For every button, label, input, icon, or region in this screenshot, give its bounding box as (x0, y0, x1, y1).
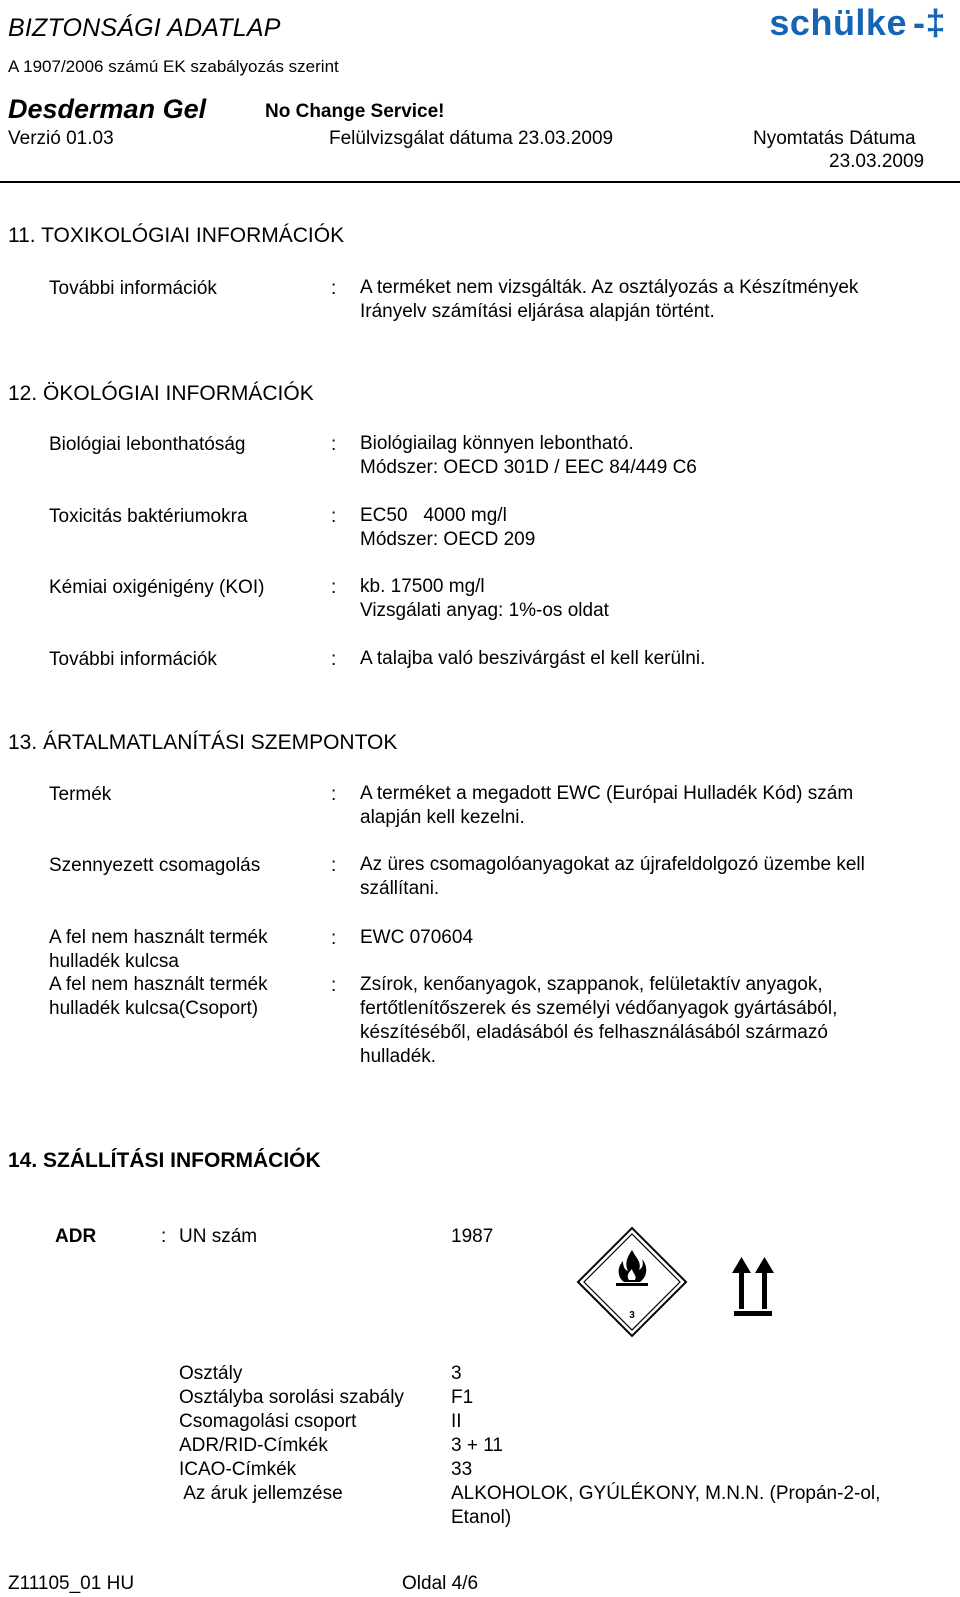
value-line: fertőtlenítőszerek és személyi védőanyagok gyártásából, (360, 998, 838, 1019)
goods-description-value: ALKOHOLOK, GYÚLÉKONY, M.N.N. (Propán-2-ol, (451, 1483, 881, 1504)
s11-value (360, 276, 858, 324)
value-line: Az üres csomagolóanyagokat az újrafeldolgozó üzembe kell (360, 854, 865, 875)
packing-group-value: II (451, 1411, 462, 1432)
section-14-title: 14. SZÁLLÍTÁSI INFORMÁCIÓK (8, 1149, 321, 1172)
regulation-reference: A 1907/2006 számú EK szabályozás szerint (8, 57, 339, 76)
product-name: Desderman Gel (8, 94, 207, 124)
value-line: Módszer: OECD 209 (360, 529, 536, 550)
header-divider (0, 181, 960, 183)
goods-description-value-line2: Etanol) (451, 1507, 512, 1528)
s13-product-label: Termék (49, 784, 112, 805)
colon: : (331, 784, 337, 805)
s12-biodegradability-label: Biológiai lebonthatóság (49, 434, 246, 455)
value-line: készítéséből, eladásából és felhasználásából származó (360, 1022, 828, 1043)
label-line: A fel nem használt termék (49, 927, 268, 948)
colon: : (161, 1226, 167, 1247)
icao-labels-label: ICAO-Címkék (179, 1459, 297, 1480)
page-number: Oldal 4/6 (402, 1573, 479, 1594)
document-title: BIZTONSÁGI ADATLAP (8, 14, 281, 42)
value-line: Zsírok, kenőanyagok, szappanok, felületaktív anyagok, (360, 974, 823, 995)
colon: : (331, 975, 337, 996)
value-line: kb. 17500 mg/l (360, 576, 485, 597)
s13-waste-code-label (49, 926, 268, 974)
logo-mark-icon: -‡ (912, 2, 946, 43)
value-line: A terméket nem vizsgálták. Az osztályozás a Készítmények (360, 277, 859, 298)
print-date-label: Nyomtatás Dátuma (753, 128, 916, 149)
s12-bacteria-toxicity-label: Toxicitás baktériumokra (49, 506, 248, 527)
classification-code-value: F1 (451, 1387, 474, 1408)
adr-rid-labels-label: ADR/RID-Címkék (179, 1435, 328, 1456)
s12-further-info-value (360, 647, 705, 671)
un-number-label: UN szám (179, 1226, 258, 1247)
logo-text: schülke (769, 2, 907, 43)
value-line: Irányelv számítási eljárása alapján történt. (360, 301, 715, 322)
classification-code-label: Osztályba sorolási szabály (179, 1387, 404, 1408)
un-number-value: 1987 (451, 1226, 494, 1247)
packing-group-label: Csomagolási csoport (179, 1411, 357, 1432)
value-line: szállítani. (360, 878, 440, 899)
version: Verzió 01.03 (8, 128, 114, 149)
adr-label: ADR (55, 1226, 97, 1247)
document-code: Z11105_01 HU (8, 1573, 135, 1594)
colon: : (331, 577, 337, 598)
s12-further-info-label: További információk (49, 649, 217, 670)
hazard-class-number: 3 (629, 1310, 635, 1321)
colon: : (331, 278, 337, 299)
s12-biodegradability-value (360, 432, 697, 480)
s13-waste-group-label (49, 973, 268, 1021)
s13-waste-code-value (360, 926, 473, 950)
colon: : (331, 649, 337, 670)
section-12-title: 12. ÖKOLÓGIAI INFORMÁCIÓK (8, 382, 314, 405)
value-line: alapján kell kezelni. (360, 807, 525, 828)
icao-labels-value: 33 (451, 1459, 473, 1480)
label-line: hulladék kulcsa(Csoport) (49, 998, 259, 1019)
schulke-logo (769, 2, 946, 44)
orientation-arrows-icon (730, 1255, 776, 1317)
value-line: Biológiailag könnyen lebontható. (360, 433, 634, 454)
s11-label: További információk (49, 278, 217, 299)
value-line: EWC 070604 (360, 927, 474, 948)
adr-rid-labels-value: 3 + 11 (451, 1435, 503, 1456)
s13-waste-group-value (360, 973, 837, 1069)
section-11-title: 11. TOXIKOLÓGIAI INFORMÁCIÓK (8, 224, 345, 247)
section-13-title: 13. ÁRTALMATLANÍTÁSI SZEMPONTOK (8, 731, 398, 754)
label-line: A fel nem használt termék (49, 974, 268, 995)
s13-packaging-label: Szennyezett csomagolás (49, 855, 261, 876)
colon: : (331, 928, 337, 949)
colon: : (331, 506, 337, 527)
s12-bacteria-toxicity-value (360, 504, 535, 552)
print-date: 23.03.2009 (829, 151, 925, 172)
s12-cod-value (360, 575, 609, 623)
flammable-hazard-diamond-icon (576, 1226, 688, 1338)
s13-packaging-value (360, 853, 865, 901)
value-line: A terméket a megadott EWC (Európai Hulladék Kód) szám (360, 783, 854, 804)
value-line: EC50 4000 mg/l (360, 505, 507, 526)
class-value: 3 (451, 1363, 462, 1384)
revision-date: Felülvizsgálat dátuma 23.03.2009 (329, 128, 614, 149)
value-line: Módszer: OECD 301D / EEC 84/449 C6 (360, 457, 697, 478)
s12-cod-label: Kémiai oxigénigény (KOI) (49, 577, 265, 598)
colon: : (331, 434, 337, 455)
value-line: hulladék. (360, 1046, 437, 1067)
value-line: Vizsgálati anyag: 1%-os oldat (360, 600, 609, 621)
goods-description-label: Az áruk jellemzése (179, 1483, 343, 1504)
colon: : (331, 855, 337, 876)
class-label: Osztály (179, 1363, 243, 1384)
no-change-service: No Change Service! (265, 101, 445, 122)
label-line: hulladék kulcsa (49, 951, 179, 972)
s13-product-value (360, 782, 853, 830)
value-line: A talajba való beszivárgást el kell kerülni. (360, 648, 706, 669)
